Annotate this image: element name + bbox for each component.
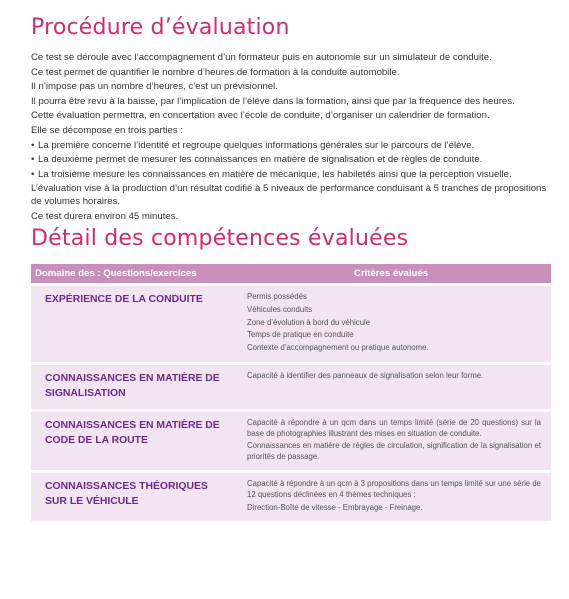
criteria-cell <box>231 286 551 362</box>
column-header-domain: Domaine des : Questions/exercices <box>31 264 231 283</box>
criteria-line: Contexte d’accompagnement ou pratique autonome. <box>247 343 429 353</box>
criteria-line: Capacité à répondre à un qcm à 3 propositions dans un temps limité sur une série de 12 questions déclinées en 4 thèmes techniques : <box>247 479 541 499</box>
competences-table <box>31 261 551 524</box>
criteria-cell <box>231 412 551 470</box>
list-item <box>31 169 551 182</box>
column-header-criteria: Critères évalués <box>231 264 551 283</box>
procedure-text <box>31 52 551 223</box>
domain-cell: CONNAISSANCES EN MATIÈRE DE CODE DE LA ROUTE <box>31 412 231 470</box>
bullet-icon: • <box>31 154 35 166</box>
parts-list <box>31 140 551 182</box>
details-title: Détail des compétences évaluées <box>31 226 409 252</box>
domain-cell: CONNAISSANCES EN MATIÈRE DE SIGNALISATION <box>31 365 231 409</box>
criteria-line: Véhicules conduits <box>247 304 313 314</box>
bullet-icon: • <box>31 139 35 151</box>
bullet-icon: • <box>31 168 35 180</box>
paragraph: Il pourra être revu à la baisse, par l’implication de l’élève dans la formation, ainsi que par la fréquence des heures. <box>31 95 515 107</box>
table-row <box>31 365 551 409</box>
paragraph: Il n’impose pas un nombre d’heures, c’est un prévisionnel. <box>31 81 278 93</box>
list-item-text: La deuxième permet de mesurer les connaissances en matière de signalisation et de règles de conduite. <box>38 154 483 166</box>
domain-cell: EXPÉRIENCE DE LA CONDUITE <box>31 286 231 362</box>
criteria-line: Permis possédés <box>247 292 307 302</box>
paragraph: L’évaluation vise à la production d’un résultat codifié à 5 niveaux de performance conduisant à 5 tranches de propositions de volumes horaires. <box>31 183 547 207</box>
criteria-cell <box>231 473 551 521</box>
paragraph: Ce test se déroule avec l’accompagnement d’un formateur puis en autonomie sur un simulateur de conduite. <box>31 52 492 63</box>
list-item-text: La troisième mesure les connaissances en matière de mécanique, les habiletés ainsi que la perception visuelle. <box>38 168 512 180</box>
criteria-line: Zone d’évolution à bord du véhicule <box>247 317 371 327</box>
list-item <box>31 154 551 167</box>
paragraph: Ce test permet de quantifier le nombre d’heures de formation à la conduite automobile. <box>31 66 400 78</box>
document-page <box>31 14 551 524</box>
list-item-text: La première concerne l’identité et regroupe quelques informations générales sur le parcours de l’élève. <box>38 139 475 151</box>
table-row <box>31 473 551 521</box>
criteria-line: Temps de pratique en conduite <box>247 330 354 340</box>
table-header-row <box>31 264 551 283</box>
criteria-line: Connaissances en matière de règles de circulation, signification de la signalisation et priorités de passage. <box>247 441 541 461</box>
criteria-line: Direction-Boîte de vitesse - Embrayage - Freinage. <box>247 502 423 512</box>
procedure-title: Procédure d’évaluation <box>31 15 290 40</box>
paragraph: Cette évaluation permettra, en concertation avec l’école de conduite, d’organiser un calendrier de formation. <box>31 110 490 122</box>
paragraph: Elle se décompose en trois parties : <box>31 124 183 136</box>
paragraph: Ce test durera environ 45 minutes. <box>31 210 179 222</box>
table-row <box>31 286 551 362</box>
domain-cell: CONNAISSANCES THÉORIQUES SUR LE VÉHICULE <box>31 473 231 521</box>
criteria-line: Capacité à identifier des panneaux de signalisation selon leur forme. <box>247 371 484 381</box>
table-row <box>31 412 551 470</box>
criteria-line: Capacité à répondre à un qcm dans un temps limité (série de 20 questions) sur la base de photographies illustrant des mises en situation de conduite. <box>247 418 541 438</box>
criteria-cell <box>231 365 551 409</box>
list-item <box>31 140 551 153</box>
